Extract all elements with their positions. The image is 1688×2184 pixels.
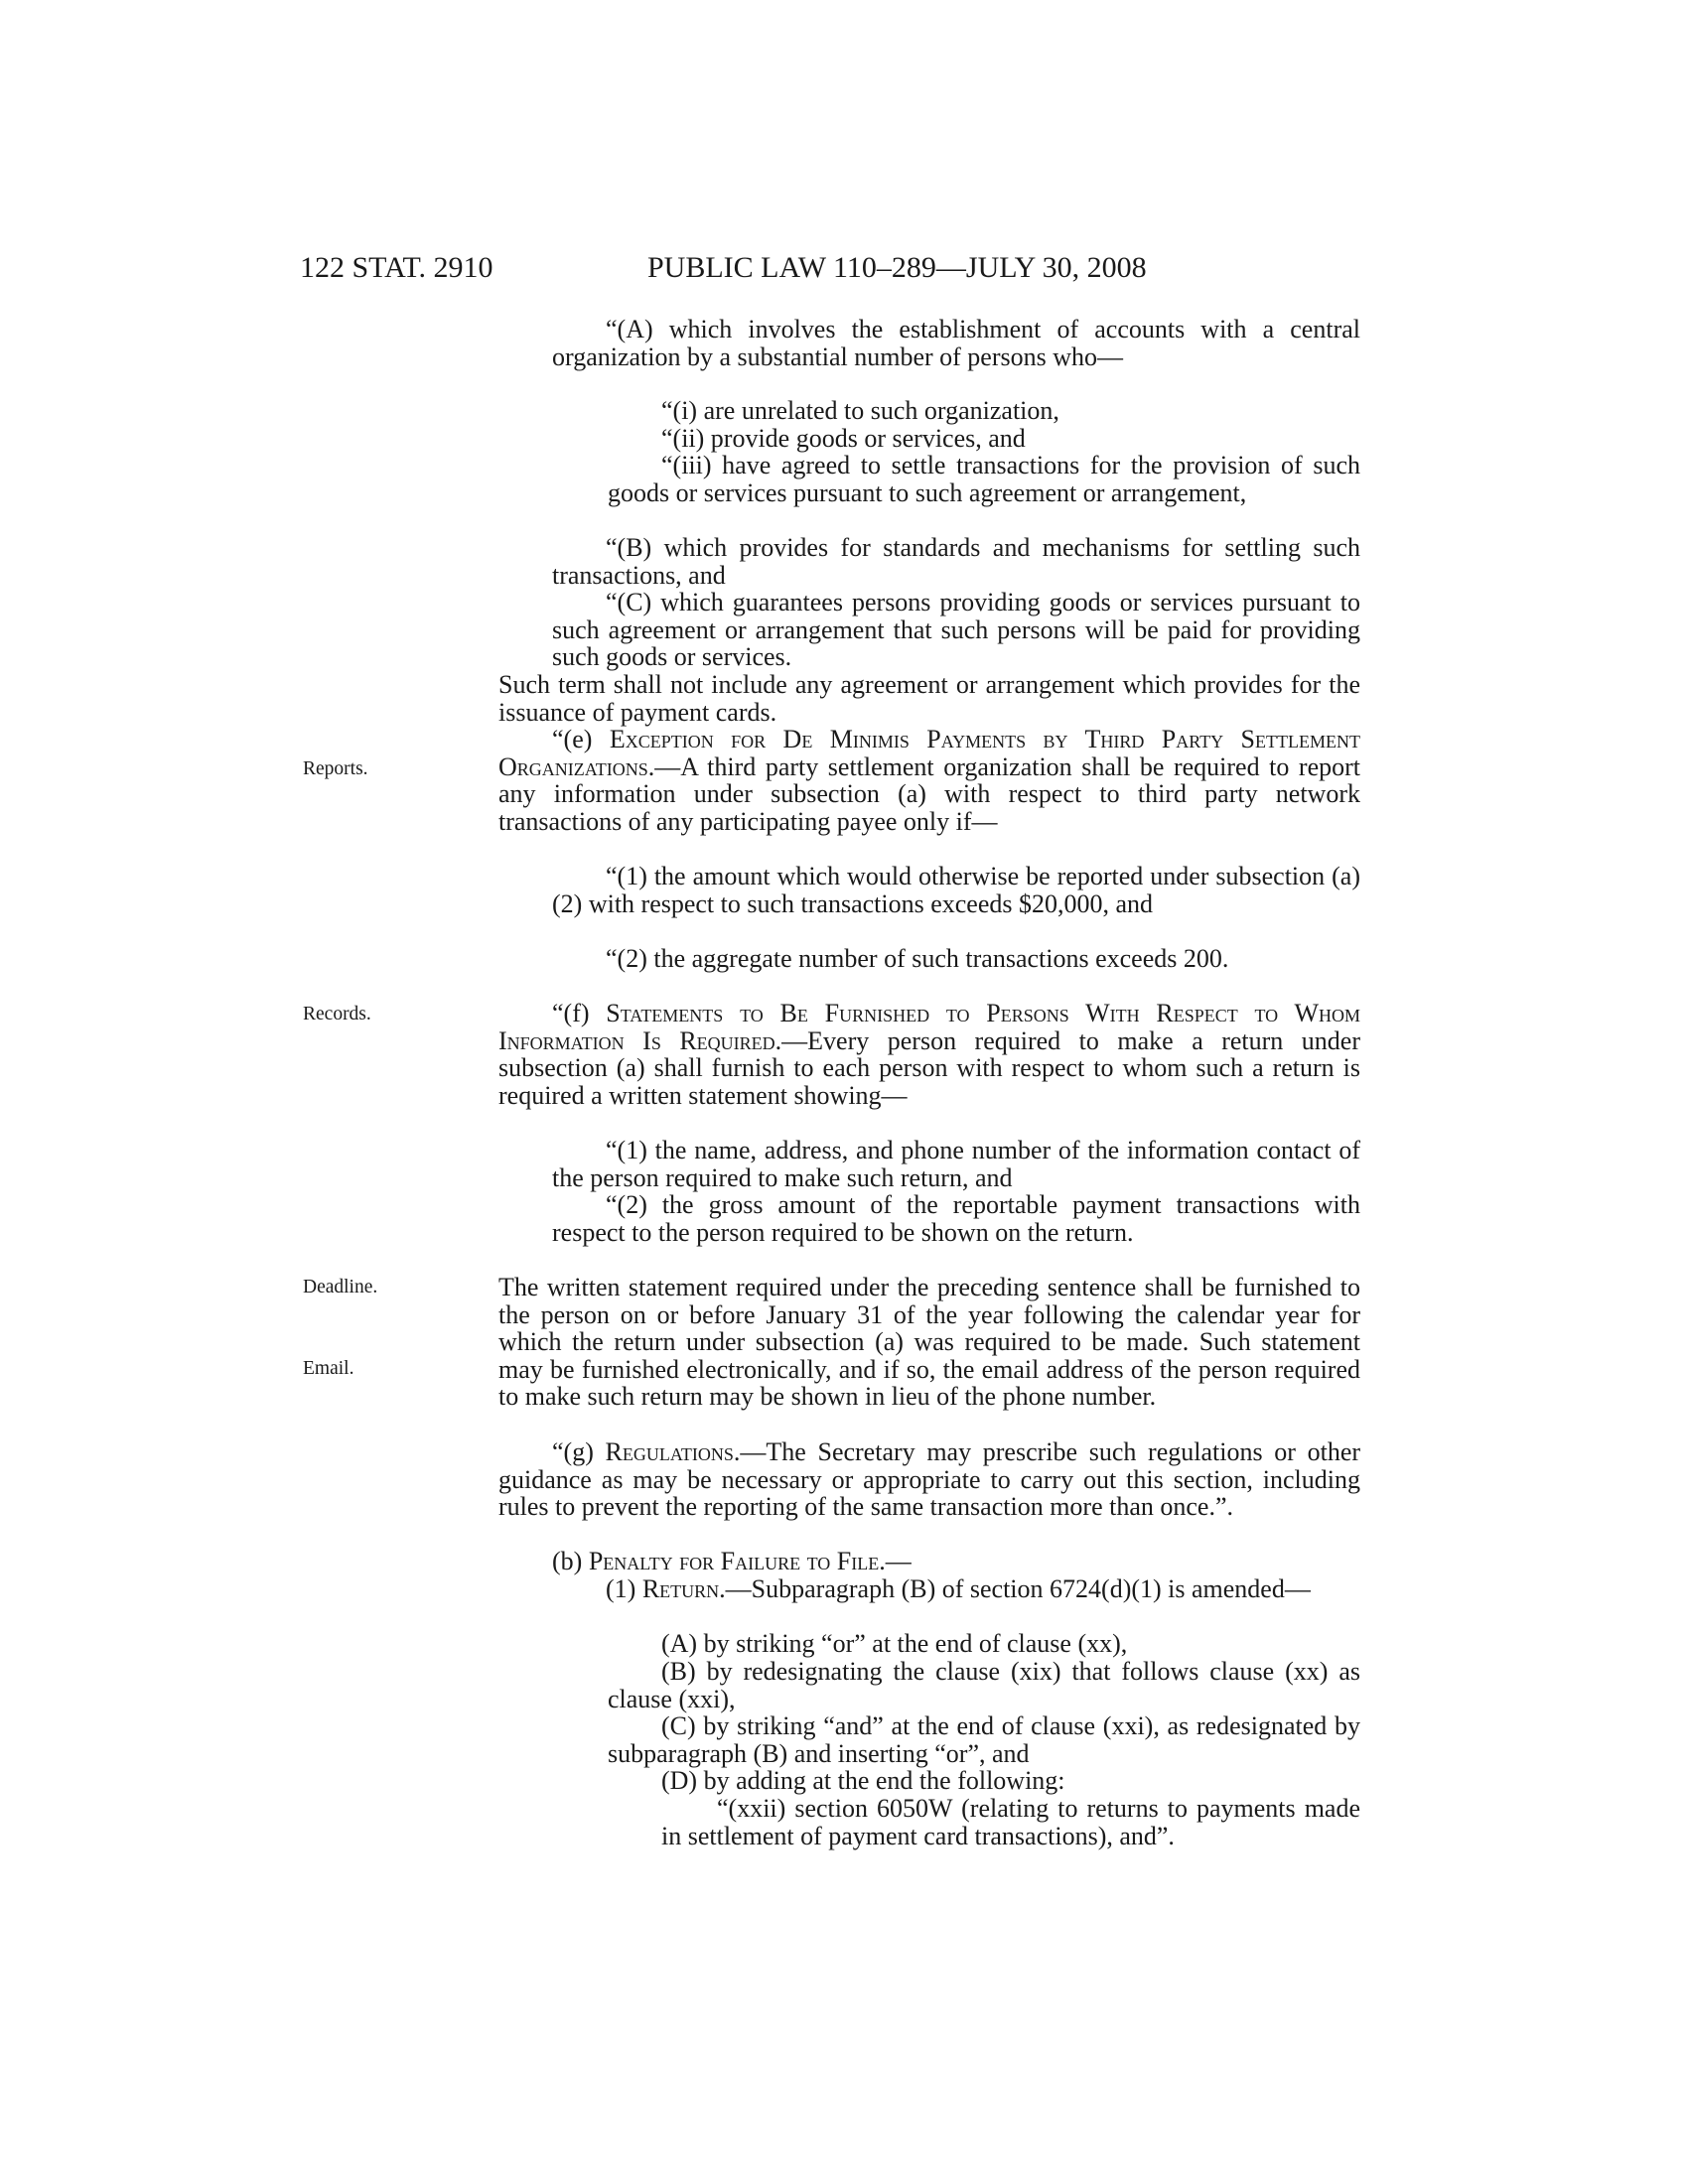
paragraph-B: “(B) which provides for standards and mechanisms for settling such transactions, and: [552, 533, 1360, 590]
subsection-f-number: “(f): [552, 999, 607, 1027]
paragraph-b1-number: (1): [606, 1574, 642, 1603]
margin-note-reports: Reports.: [303, 758, 368, 779]
subsection-e-text: —A third party settlement organization shall be required to report any information under subsection (a) with respect to third party network transactions of any participating payee only if—: [498, 751, 1360, 836]
paragraph-b1-B: (B) by redesignating the clause (xix) that follows clause (xx) as clause (xxi),: [608, 1657, 1360, 1713]
clause-i: “(i) are unrelated to such organization,: [661, 396, 1059, 425]
clause-ii: “(ii) provide goods or services, and: [661, 424, 1026, 453]
such-term-paragraph: Such term shall not include any agreement or arrangement which provides for the issuance of payment cards.: [498, 670, 1360, 727]
paragraph-b1-C: (C) by striking “and” at the end of clause (xxi), as redesignated by subparagraph (B) and inserting “or”, and: [608, 1711, 1360, 1768]
subsection-g-heading: Regulations.: [605, 1437, 741, 1466]
margin-note-deadline: Deadline.: [303, 1277, 378, 1297]
subsection-e-heading: Exception for De Minimis Payments by Third Party Settlement Organizations.: [498, 725, 1360, 781]
paragraph-b1-A: (A) by striking “or” at the end of clause (xx),: [661, 1629, 1128, 1658]
subsection-b-number: (b): [552, 1547, 589, 1575]
subsection-b-heading-line: [552, 1548, 1360, 1575]
clause-xxii: “(xxii) section 6050W (relating to returns to payments made in settlement of payment card transactions), and”.: [661, 1794, 1360, 1850]
written-statement-paragraph: The written statement required under the preceding sentence shall be furnished to the person on or before January 31 of the year following the calendar year for which the return under subsection (a) was required to be made. Such statement may be furnished electronically, and if so, the email address of the person required to make such return may be shown in lieu of the phone number.: [498, 1273, 1360, 1412]
paragraph-b1-text: —Subparagraph (B) of section 6724(d)(1) is amended—: [725, 1574, 1311, 1603]
margin-note-email: Email.: [303, 1358, 354, 1379]
subsection-e-2: “(2) the aggregate number of such transactions exceeds 200.: [606, 944, 1229, 973]
paragraph-b1-heading: Return.: [641, 1574, 726, 1603]
paragraph-b1: [552, 1575, 1360, 1603]
subsection-g-text: —The Secretary may prescribe such regulations or other guidance as may be necessary or appropriate to carry out this section, including rules to prevent the reporting of the same transaction more than once.”.: [498, 1437, 1361, 1522]
subsection-e-1: “(1) the amount which would otherwise be reported under subsection (a)(2) with respect to such transactions exceeds $20,000, and: [552, 862, 1360, 918]
subsection-b-heading: Penalty for Failure to File.: [588, 1547, 886, 1575]
paragraph-A: “(A) which involves the establishment of accounts with a central organization by a substantial number of persons who—: [552, 315, 1360, 371]
paragraph-b1-D: (D) by adding at the end the following:: [661, 1766, 1065, 1795]
subsection-g-number: “(g): [552, 1437, 606, 1466]
clause-iii: “(iii) have agreed to settle transactions for the provision of such goods or services pursuant to such agreement or arrangement,: [608, 451, 1360, 507]
subsection-f: [498, 1000, 1360, 1109]
paragraph-C: “(C) which guarantees persons providing goods or services pursuant to such agreement or arrangement that such persons will be paid for providing such goods or services.: [552, 588, 1360, 672]
page-running-title: PUBLIC LAW 110–289—JULY 30, 2008: [647, 251, 1147, 284]
subsection-f-text: —Every person required to make a return under subsection (a) shall furnish to each person with respect to whom such a return is required a written statement showing—: [498, 1025, 1360, 1110]
subsection-f-heading: Statements to Be Furnished to Persons With Respect to Whom Information Is Required.: [498, 999, 1361, 1055]
subsection-g: [498, 1438, 1360, 1521]
subsection-b-dash: —: [885, 1547, 912, 1575]
margin-note-records: Records.: [303, 1004, 371, 1024]
subsection-e: [498, 726, 1360, 835]
subsection-f-2: “(2) the gross amount of the reportable payment transactions with respect to the person required to be shown on the return.: [552, 1190, 1360, 1247]
subsection-e-number: “(e): [552, 725, 610, 753]
page-stat-citation: 122 STAT. 2910: [300, 251, 493, 284]
subsection-f-1: “(1) the name, address, and phone number of the information contact of the person required to make such return, and: [552, 1136, 1360, 1192]
